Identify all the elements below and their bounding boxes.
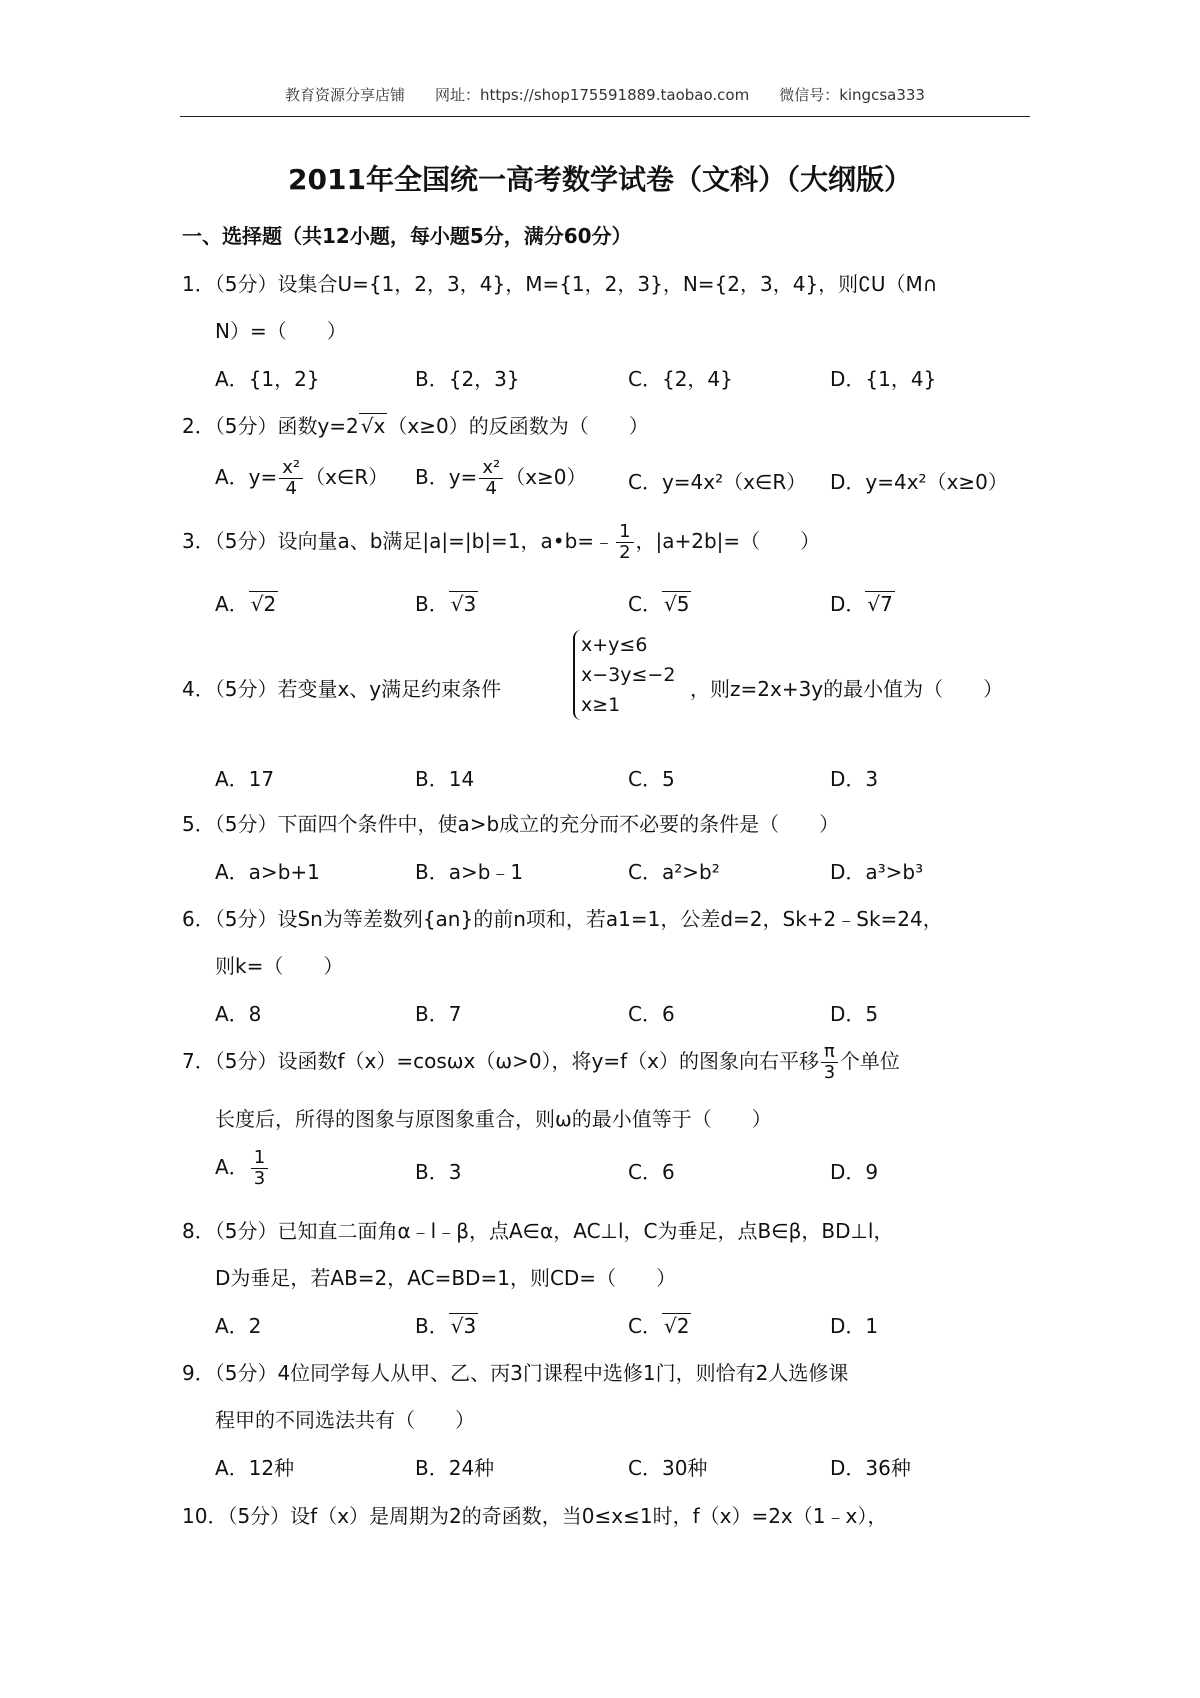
page-header xyxy=(180,84,1030,117)
question-2: 2．（5分）函数y=2 √x （x≥0）的反函数为（ ） xyxy=(182,414,649,438)
question-6-options xyxy=(215,998,1035,1032)
option-b: B． √3 xyxy=(415,592,477,616)
option-d: D．5 xyxy=(830,1002,879,1026)
option-a: A． $\frac{1}{3}$ xyxy=(215,1148,270,1189)
option-c: C．y=4x²（x∈R） xyxy=(628,470,807,494)
question-1: 1．（5分）设集合U={1，2，3，4}，M={1，2，3}，N={2，3，4}，则∁U（M∩ xyxy=(182,272,938,296)
shop-name: 教育资源分享店铺 xyxy=(285,86,406,104)
option-a: A．{1，2} xyxy=(215,367,320,391)
question-9: 9．（5分）4位同学每人从甲、乙、丙3门课程中选修1门，则恰有2人选修课 xyxy=(182,1361,849,1385)
option-d: D．y=4x²（x≥0） xyxy=(830,470,1008,494)
question-5: 5．（5分）下面四个条件中，使a>b成立的充分而不必要的条件是（ ） xyxy=(182,812,840,836)
question-9-options xyxy=(215,1452,1035,1486)
wechat-id: 微信号：kingcsa333 xyxy=(779,86,925,104)
question-7: 7．（5分）设函数f（x）=cosωx（ω>0），将y=f（x）的图象向右平移 $\frac{\pi}{3}$ 个单位 xyxy=(182,1041,900,1083)
option-d: D．a³>b³ xyxy=(830,860,924,884)
option-a: A．2 xyxy=(215,1314,262,1338)
option-d: D．1 xyxy=(830,1314,879,1338)
option-c: C．5 xyxy=(628,767,675,791)
option-d: D．9 xyxy=(830,1160,879,1184)
page-title: 2011年全国统一高考数学试卷（文科）（大纲版） xyxy=(288,163,912,196)
question-5-options xyxy=(215,856,1035,890)
question-9-cont: 程甲的不同选法共有（ ） xyxy=(215,1408,475,1432)
option-b: B． √3 xyxy=(415,1314,477,1338)
option-c: C．{2，4} xyxy=(628,367,733,391)
option-b: B．y= $\frac{\text{x²}}{4}$ （x≥0） xyxy=(415,457,587,499)
option-a: A．12种 xyxy=(215,1456,295,1480)
option-b: B．3 xyxy=(415,1160,462,1184)
question-1-cont: N）=（ ） xyxy=(215,319,347,343)
option-d: D．36种 xyxy=(830,1456,911,1480)
question-4-options xyxy=(215,763,1035,797)
question-7-options xyxy=(215,1148,1035,1196)
shop-url: 网址：https://shop175591889.taobao.com xyxy=(435,86,750,104)
constraint-system: x+y≤6 x−3y≤−2 x≥1 xyxy=(573,630,675,720)
option-a: A． √2 xyxy=(215,592,277,616)
option-a: A．8 xyxy=(215,1002,262,1026)
question-10: 10．（5分）设f（x）是周期为2的奇函数，当0≤x≤1时，f（x）=2x（1﹣x）， xyxy=(182,1504,888,1528)
question-8-options xyxy=(215,1310,1035,1344)
question-1-options xyxy=(215,363,1035,397)
question-3-options xyxy=(215,588,1035,622)
option-c: C．30种 xyxy=(628,1456,708,1480)
question-8: 8．（5分）已知直二面角α﹣l﹣β，点A∈α，AC⊥l，C为垂足，点B∈β，BD⊥l， xyxy=(182,1219,894,1243)
question-4-cont: ，则z=2x+3y的最小值为（ ） xyxy=(690,677,1004,701)
question-7-cont: 长度后，所得的图象与原图象重合，则ω的最小值等于（ ） xyxy=(215,1107,772,1131)
question-2-options xyxy=(215,458,1035,510)
option-d: D． √7 xyxy=(830,592,893,616)
option-b: B．24种 xyxy=(415,1456,495,1480)
question-6-cont: 则k=（ ） xyxy=(215,954,344,978)
option-c: C．6 xyxy=(628,1160,675,1184)
option-a: A．17 xyxy=(215,767,275,791)
option-b: B．14 xyxy=(415,767,475,791)
option-a: A．y= $\frac{\text{x²}}{4}$ （x∈R） xyxy=(215,457,389,499)
option-b: B．7 xyxy=(415,1002,462,1026)
option-d: D．{1，4} xyxy=(830,367,937,391)
section-heading: 一、选择题（共12小题，每小题5分，满分60分） xyxy=(182,224,632,248)
option-b: B．{2，3} xyxy=(415,367,520,391)
question-6: 6．（5分）设Sn为等差数列{an}的前n项和，若a1=1，公差d=2，Sk+2﹣Sk=24， xyxy=(182,907,943,931)
option-c: C． √2 xyxy=(628,1314,690,1338)
question-8-cont: D为垂足，若AB=2，AC=BD=1，则CD=（ ） xyxy=(215,1266,677,1290)
option-c: C． √5 xyxy=(628,592,690,616)
option-a: A．a>b+1 xyxy=(215,860,320,884)
question-4: 4．（5分）若变量x、y满足约束条件 xyxy=(182,677,502,701)
option-c: C．a²>b² xyxy=(628,860,720,884)
option-b: B．a>b﹣1 xyxy=(415,860,524,884)
option-c: C．6 xyxy=(628,1002,675,1026)
option-d: D．3 xyxy=(830,767,879,791)
question-3: 3．（5分）设向量a、b满足|a|=|b|=1，a•b=﹣ $\frac{1}{2}$ ，|a+2b|=（ ） xyxy=(182,521,821,563)
